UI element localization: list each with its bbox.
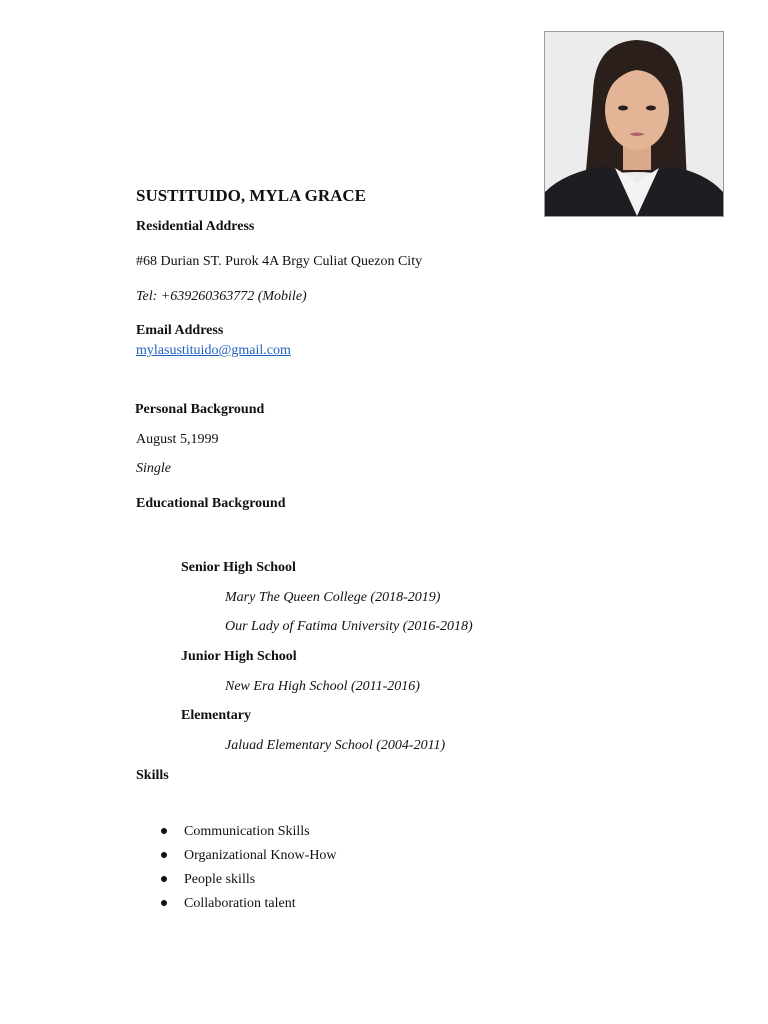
civil-status: Single [136, 461, 171, 476]
skill-text: Collaboration talent [184, 896, 296, 911]
portrait-image [545, 32, 723, 216]
skill-text: People skills [184, 872, 256, 887]
birth-date: August 5,1999 [136, 432, 219, 447]
residential-address-label: Residential Address [136, 219, 255, 234]
email-link[interactable]: mylasustituido@gmail.com [136, 343, 291, 358]
profile-photo [544, 31, 724, 217]
skill-item [158, 823, 337, 847]
bullet-icon [161, 828, 167, 834]
junior-high-label: Junior High School [181, 649, 297, 664]
elementary-school-entry: Jaluad Elementary School (2004-2011) [225, 738, 446, 753]
educational-background-label: Educational Background [136, 496, 286, 511]
bullet-icon [161, 852, 167, 858]
personal-background-label: Personal Background [135, 402, 265, 417]
senior-high-label: Senior High School [181, 560, 296, 575]
skill-item [158, 895, 337, 919]
skills-label: Skills [136, 768, 169, 783]
skill-item [158, 847, 337, 871]
skills-list [158, 823, 337, 919]
senior-high-school-entry: Our Lady of Fatima University (2016-2018) [225, 619, 473, 634]
bullet-icon [161, 900, 167, 906]
skill-item [158, 871, 337, 895]
senior-high-school-entry: Mary The Queen College (2018-2019) [225, 590, 441, 605]
telephone-number: Tel: +639260363772 (Mobile) [136, 289, 307, 304]
skill-text: Communication Skills [184, 824, 310, 839]
residential-address: #68 Durian ST. Purok 4A Brgy Culiat Quezon City [136, 254, 423, 269]
junior-high-school-entry: New Era High School (2011-2016) [225, 679, 420, 694]
bullet-icon [161, 876, 167, 882]
applicant-name: SUSTITUIDO, MYLA GRACE [136, 186, 367, 205]
elementary-label: Elementary [181, 708, 251, 723]
email-address-label: Email Address [136, 323, 224, 338]
skill-text: Organizational Know-How [184, 848, 337, 863]
